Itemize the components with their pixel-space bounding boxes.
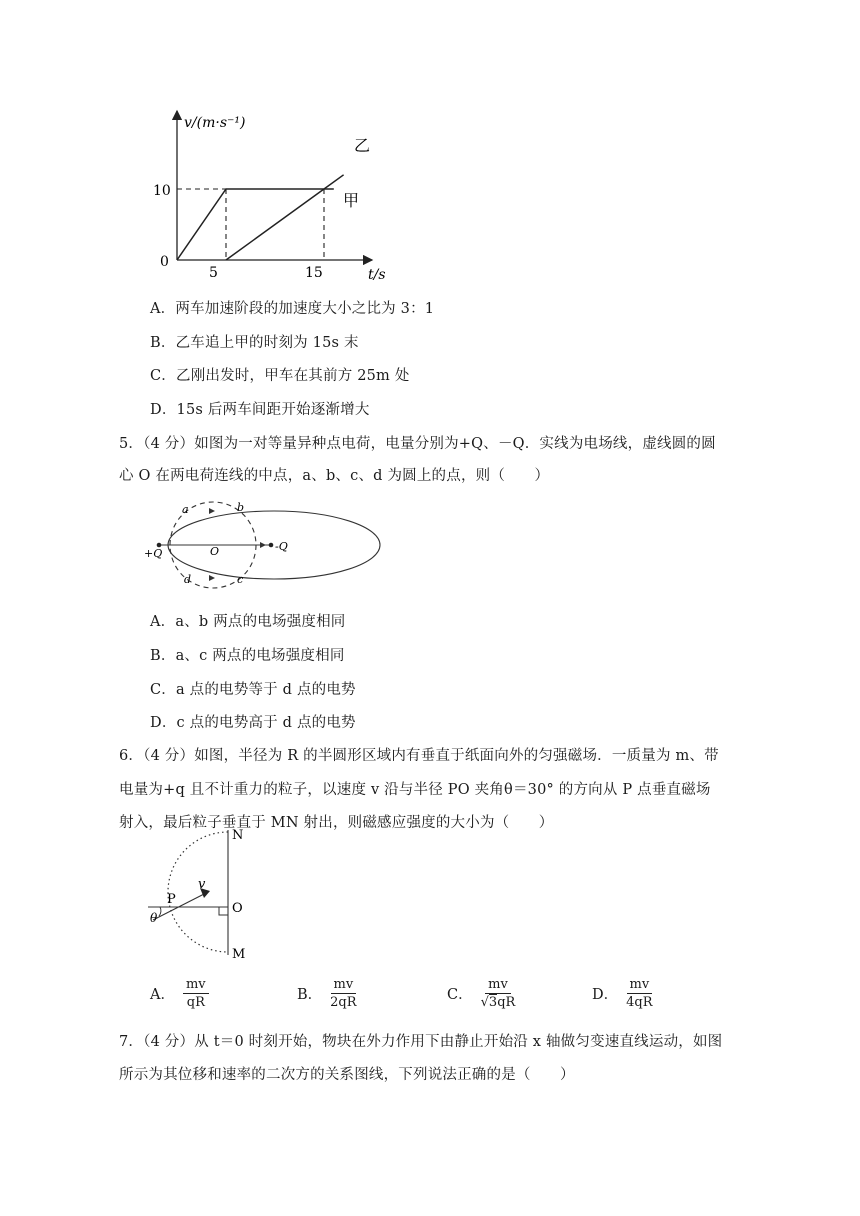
y-tick-label: 10 bbox=[153, 183, 171, 199]
option-letter: D． bbox=[150, 715, 177, 731]
option-text: 乙刚出发时，甲车在其前方 25m 处 bbox=[176, 368, 410, 384]
sqrt-sign: √ bbox=[480, 995, 489, 1010]
denominator: 4qR bbox=[626, 995, 653, 1010]
x-tick-label: 15 bbox=[305, 265, 323, 281]
q6-option-a bbox=[150, 978, 209, 1009]
q6-option-d bbox=[592, 978, 653, 1009]
velocity-vector bbox=[153, 892, 208, 920]
series-yi-line bbox=[226, 175, 344, 260]
option-letter: D． bbox=[150, 402, 177, 418]
q5-stem-line1: 5．（4 分）如图为一对等量异种点电荷，电量分别为+Q、－Q．实线为电场线，虚线圆的圆 bbox=[119, 436, 716, 452]
numerator: mv bbox=[485, 978, 511, 994]
field-arrow bbox=[209, 575, 215, 581]
semicircle-boundary bbox=[168, 832, 228, 952]
q4-option-b bbox=[150, 331, 359, 352]
label-d: d bbox=[184, 573, 192, 586]
q4-option-d bbox=[150, 398, 370, 419]
vt-graph bbox=[150, 105, 400, 285]
x-tick-label: 5 bbox=[209, 265, 218, 281]
option-text: 两车加速阶段的加速度大小之比为 3：1 bbox=[175, 301, 435, 317]
magnetic-field-figure bbox=[148, 820, 263, 965]
fraction bbox=[330, 978, 356, 1009]
sqrt-radicand: 3 bbox=[488, 995, 498, 1010]
q6-option-c bbox=[447, 978, 515, 1009]
x-axis-label: t/s bbox=[368, 267, 386, 283]
option-text: a、c 两点的电场强度相同 bbox=[175, 648, 345, 664]
label-c: c bbox=[237, 573, 244, 586]
option-letter: B． bbox=[297, 987, 323, 1003]
q7-stem-line1: 7．（4 分）从 t＝0 时刻开始，物块在外力作用下由静止开始沿 x 轴做匀变速直线运动，如图 bbox=[119, 1034, 723, 1050]
label-pos-q: +Q bbox=[144, 547, 163, 560]
origin-label: 0 bbox=[160, 254, 169, 270]
option-letter: B． bbox=[150, 335, 176, 351]
label-o: O bbox=[210, 545, 220, 558]
denominator bbox=[481, 994, 516, 1009]
q4-option-c bbox=[150, 364, 410, 385]
q6-stem-line2: 电量为+q 且不计重力的粒子，以速度 v 沿与半径 PO 夹角θ＝30° 的方向从 P 点垂直磁场 bbox=[119, 782, 711, 798]
q5-option-d bbox=[150, 711, 356, 732]
q6-stem-line1: 6．（4 分）如图，半径为 R 的半圆形区域内有垂直于纸面向外的匀强磁场．一质量为 m、带 bbox=[119, 748, 719, 764]
field-arrow bbox=[209, 508, 215, 514]
label-m: M bbox=[232, 947, 246, 962]
field-arrow bbox=[260, 542, 266, 548]
series-label-jia: 甲 bbox=[343, 191, 360, 210]
fraction bbox=[183, 978, 209, 1009]
option-letter: A． bbox=[150, 614, 176, 630]
label-neg-q: -Q bbox=[275, 540, 288, 553]
label-theta: θ bbox=[150, 911, 158, 925]
denominator: qR bbox=[186, 995, 205, 1010]
label-b: b bbox=[237, 501, 245, 514]
option-text: a 点的电势等于 d 点的电势 bbox=[176, 682, 356, 698]
option-letter: A． bbox=[150, 987, 175, 1003]
option-letter: D． bbox=[592, 987, 619, 1003]
label-p: P bbox=[167, 892, 176, 907]
numerator: mv bbox=[331, 978, 357, 994]
label-n: N bbox=[232, 828, 244, 843]
option-letter: A． bbox=[150, 301, 176, 317]
q7-stem-line2: 所示为其位移和速率的二次方的关系图线，下列说法正确的是（ ） bbox=[119, 1067, 575, 1083]
q6-stem-line3: 射入，最后粒子垂直于 MN 射出，则磁感应强度的大小为（ ） bbox=[119, 815, 554, 831]
option-letter: C． bbox=[150, 682, 176, 698]
fraction bbox=[626, 978, 652, 1009]
y-axis-label: v/(m·s⁻¹) bbox=[184, 115, 246, 131]
numerator: mv bbox=[627, 978, 653, 994]
q6-option-b bbox=[297, 978, 357, 1009]
right-angle-mark bbox=[219, 907, 228, 915]
charges-figure bbox=[140, 495, 390, 590]
label-a: a bbox=[182, 503, 189, 516]
label-v: v bbox=[198, 877, 206, 892]
option-text: a、b 两点的电场强度相同 bbox=[175, 614, 346, 630]
option-text: 乙车追上甲的时刻为 15s 末 bbox=[175, 335, 359, 351]
negative-charge bbox=[269, 543, 274, 548]
q5-option-c bbox=[150, 678, 356, 699]
denominator-rest: qR bbox=[497, 995, 516, 1010]
option-letter: B． bbox=[150, 648, 176, 664]
q5-option-a bbox=[150, 610, 346, 631]
option-text: 15s 后两车间距开始逐渐增大 bbox=[176, 402, 370, 418]
option-letter: C． bbox=[447, 987, 473, 1003]
series-label-yi: 乙 bbox=[354, 136, 371, 155]
option-letter: C． bbox=[150, 368, 176, 384]
label-o: O bbox=[232, 901, 243, 916]
q5-stem-line2: 心 O 在两电荷连线的中点，a、b、c、d 为圆上的点，则（ ） bbox=[119, 468, 550, 484]
q5-option-b bbox=[150, 644, 345, 665]
fraction bbox=[481, 978, 516, 1009]
numerator: mv bbox=[183, 978, 209, 994]
theta-arc bbox=[159, 907, 161, 916]
option-text: c 点的电势高于 d 点的电势 bbox=[176, 715, 356, 731]
q4-option-a bbox=[150, 297, 434, 318]
denominator: 2qR bbox=[330, 995, 357, 1010]
